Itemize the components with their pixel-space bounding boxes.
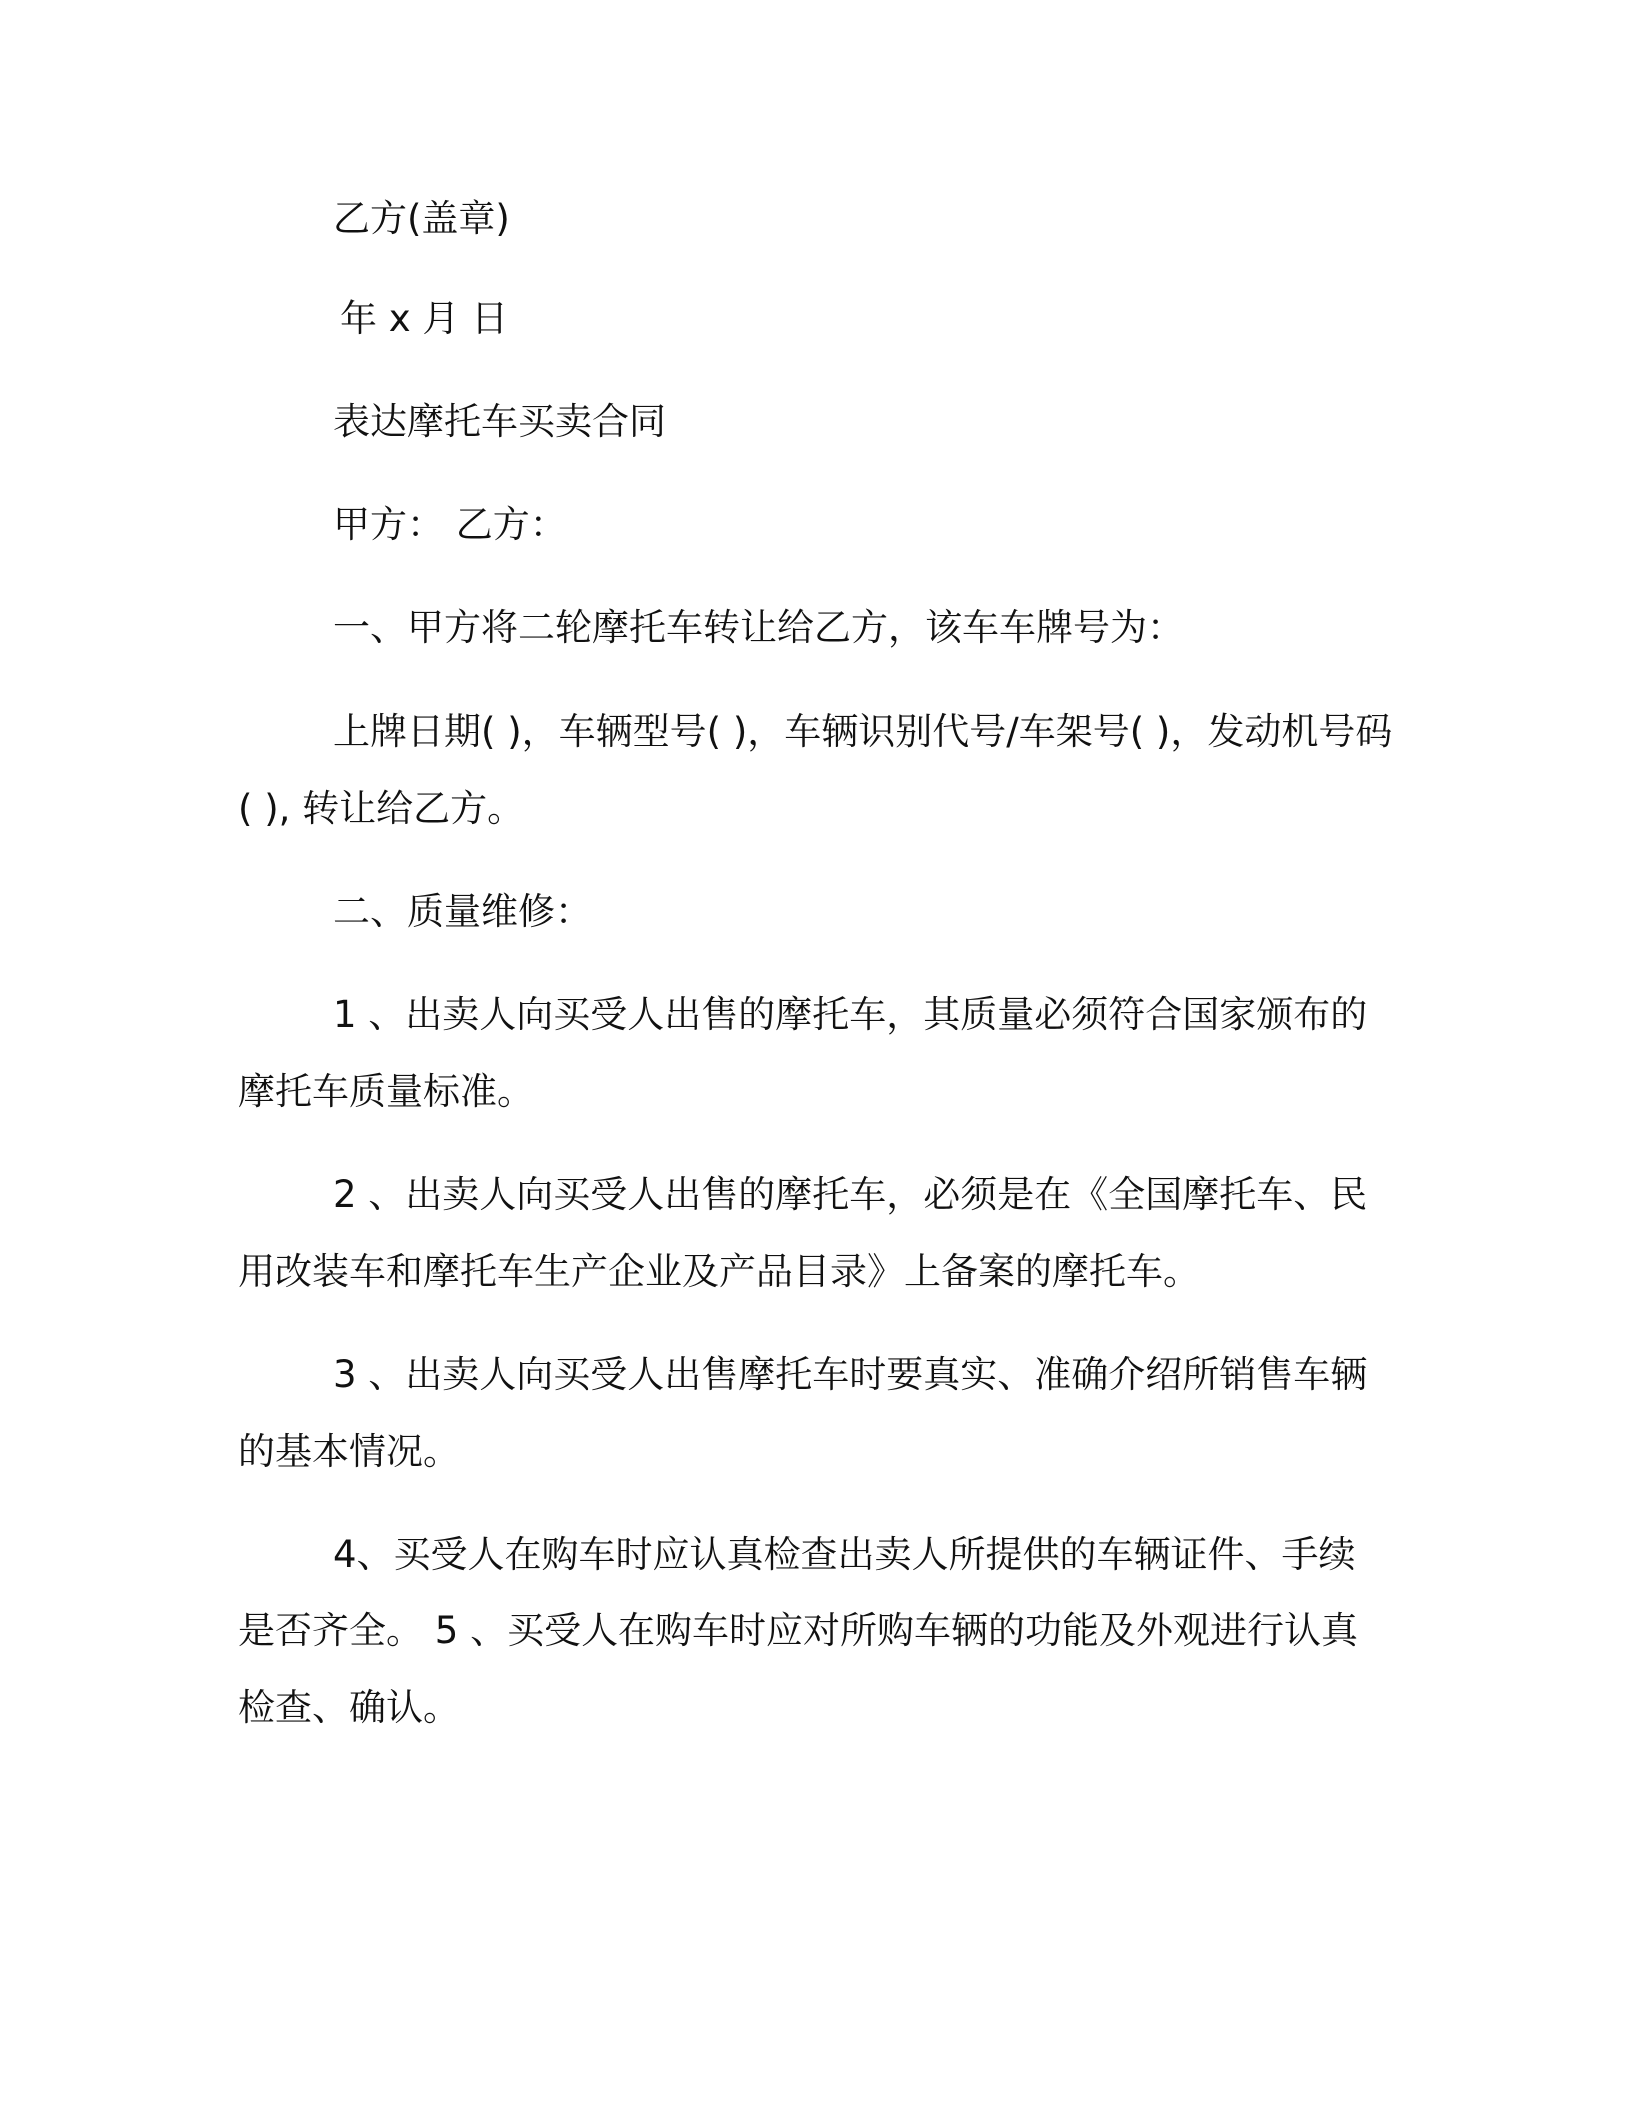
- parties-line: 甲方： 乙方：: [333, 503, 567, 546]
- contract-title: 表达摩托车买卖合同: [333, 400, 666, 443]
- item-2-line-1: 2 、出卖人向买受人出售的摩托车，必须是在《全国摩托车、民: [333, 1173, 1368, 1216]
- item-2-line-2: 用改装车和摩托车生产企业及产品目录》上备案的摩托车。: [238, 1250, 1200, 1293]
- item-3-line-2: 的基本情况。: [238, 1430, 460, 1473]
- item-4-line-3: 检查、确认。: [238, 1686, 460, 1729]
- item-4-line-2: 是否齐全。 5 、买受人在购车时应对所购车辆的功能及外观进行认真: [238, 1609, 1359, 1652]
- item-1-line-1: 1 、出卖人向买受人出售的摩托车，其质量必须符合国家颁布的: [333, 993, 1368, 1036]
- section-1-details-line-1: 上牌日期( )，车辆型号( )，车辆识别代号/车架号( )，发动机号码: [333, 710, 1393, 753]
- date-line: 年 x 月 日: [340, 297, 509, 340]
- section-1-details-line-2: ( ), 转让给乙方。: [238, 787, 525, 830]
- item-3-line-1: 3 、出卖人向买受人出售摩托车时要真实、准确介绍所销售车辆: [333, 1353, 1368, 1396]
- item-1-line-2: 摩托车质量标准。: [238, 1070, 534, 1113]
- section-1-heading: 一、甲方将二轮摩托车转让给乙方，该车车牌号为：: [333, 606, 1184, 649]
- party-b-seal-line: 乙方(盖章): [333, 197, 510, 240]
- section-2-heading: 二、质量维修：: [333, 890, 592, 933]
- item-4-line-1: 4、买受人在购车时应认真检查出卖人所提供的车辆证件、手续: [333, 1533, 1356, 1576]
